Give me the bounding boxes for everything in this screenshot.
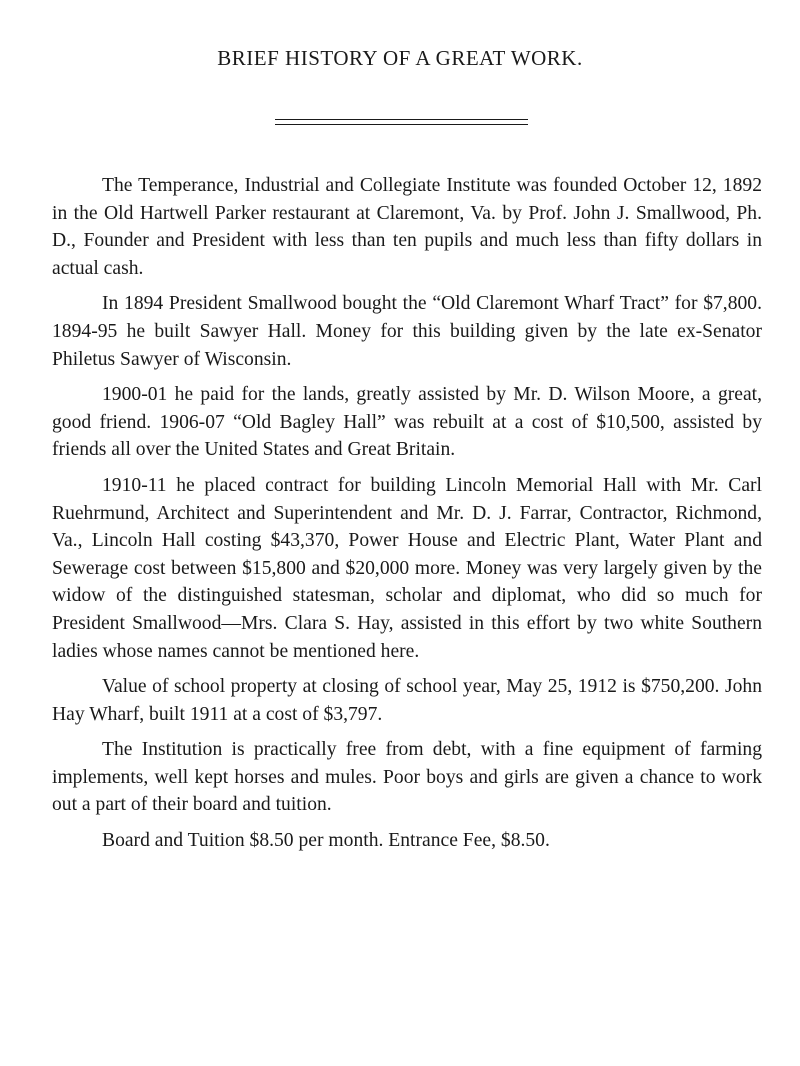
paragraph-bagley-hall: 1900-01 he paid for the lands, greatly assisted by Mr. D. Wilson Moore, a great, good friend. 1906-07 “Old Bagley Hall” was rebuilt at a cost of $10,500, assisted by friends all over the United States and Great Britain.: [52, 384, 762, 461]
paragraph-sawyer-hall: In 1894 President Smallwood bought the “Old Claremont Wharf Tract” for $7,800. 1894-95 he built Sawyer Hall. Money for this building given by the late ex-Senator Philetus Sawyer of Wisconsin.: [52, 293, 762, 370]
paragraph-lincoln-hall: 1910-11 he placed contract for building Lincoln Memorial Hall with Mr. Carl Ruehrmund, Architect and Superintendent and Mr. D. J. Farrar, Contractor, Richmond, Va., Lincoln Hall costing $43,370, Power House and Electric Plant, Water Plant and Sewerage cost between $15,800 and $20,000 more. Money was very largely given by the widow of the distinguished statesman, scholar and diplomat, who did so much for President Smallwood—Mrs. Clara S. Hay, assisted in this effort by two white Southern ladies whose names cannot be mentioned here.: [52, 474, 762, 662]
body-text: [52, 172, 762, 863]
paragraph-property-value: Value of school property at closing of school year, May 25, 1912 is $750,200. John Hay Wharf, built 1911 at a cost of $3,797.: [52, 676, 762, 725]
page-title: BRIEF HISTORY OF A GREAT WORK.: [217, 46, 583, 70]
paragraph-founding: The Temperance, Industrial and Collegiate Institute was founded October 12, 1892 in the Old Hartwell Parker restaurant at Claremont, Va. by Prof. John J. Smallwood, Ph. D., Founder and President with less than ten pupils and much less than fifty dollars in actual cash.: [52, 175, 762, 279]
title-rule-bottom: [275, 124, 528, 125]
paragraph-fees: Board and Tuition $8.50 per month. Entrance Fee, $8.50.: [102, 830, 550, 852]
title-rule-top: [275, 119, 528, 120]
paragraph-institution: The Institution is practically free from debt, with a fine equipment of farming implements, well kept horses and mules. Poor boys and girls are given a chance to work out a part of their board and tuition.: [52, 739, 762, 816]
